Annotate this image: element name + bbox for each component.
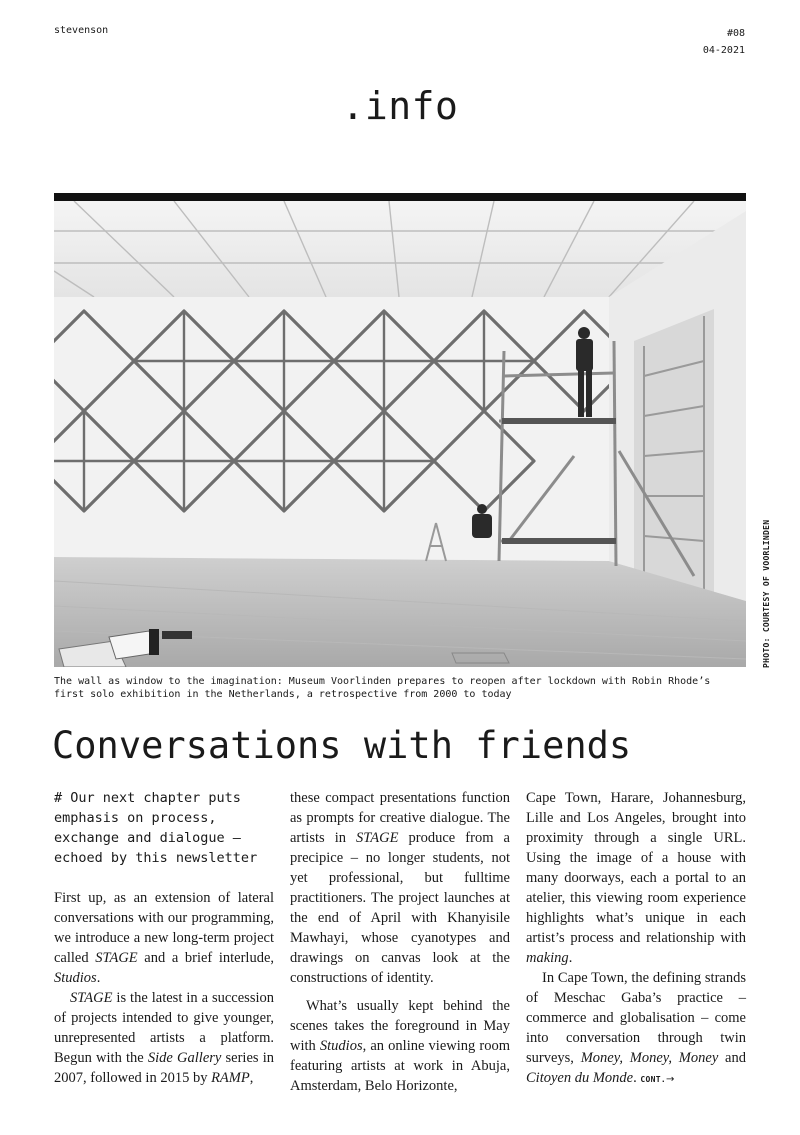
italic-title: Money, Money, Money (580, 1050, 719, 1066)
paragraph-gaba (526, 968, 746, 1090)
continued-marker: CONT. (640, 1075, 666, 1084)
text-run: Cape Town, Harare, Johannesburg, Lille and Los Angeles, brought into proximity through a single URL. Using the image of a house with many doorways, each a portal to an atelier, this viewing room experience highlights what’s unique in each artist’s process and relationship with (526, 790, 746, 946)
paragraph-studios (290, 996, 510, 1096)
text-run: is the latest in a succession of projects intended to give younger, unrepresented artists a platform. Begun with the (54, 990, 274, 1066)
text-run: produce from a precipice – no longer students, not yet professional, but fulltime practitioners. The project launches at the end of April with Khanyisile Mawhayi, whose cyanotypes and drawings on canvas look at the constructions of identity. (290, 830, 510, 986)
continued-arrow-icon: → (665, 1074, 675, 1085)
text-run: and a brief interlude, (137, 950, 275, 966)
text-run: and (718, 1050, 746, 1066)
text-run: , an online viewing room featuring artists at work in Abuja, Amsterdam, Belo Horizonte, (290, 1038, 510, 1094)
paragraph-studios-cont (526, 788, 746, 968)
italic-title: STAGE (95, 950, 138, 966)
text-run: . (633, 1070, 641, 1086)
text-run: What’s usually kept behind the scenes takes the foreground in May with (290, 998, 510, 1054)
article-column-2 (290, 788, 510, 1096)
italic-title: Citoyen du Monde (526, 1070, 634, 1086)
italic-title: STAGE (70, 990, 113, 1006)
italic-title: STAGE (356, 830, 399, 846)
paragraph-stage-start (54, 988, 274, 1088)
text-run: , (249, 1070, 254, 1086)
photo-credit: PHOTO: COURTESY OF VOORLINDEN (762, 519, 771, 668)
paragraph-intro (54, 888, 274, 988)
text-run: . (568, 950, 573, 966)
article-lead: # Our next chapter puts emphasis on process, exchange and dialogue – echoed by this newsletter (54, 790, 258, 866)
photo-caption: The wall as window to the imagination: Museum Voorlinden prepares to reopen after lockdown with Robin Rhode’s first solo exhibition in the Netherlands, a retrospective from 2000 to today (54, 676, 711, 700)
issue-date: 04-2021 (702, 45, 745, 56)
paragraph-stage-cont (290, 788, 510, 988)
brand-name: stevenson (54, 25, 109, 36)
italic-title: Studios (54, 970, 97, 986)
text-run: series in 2007, followed in 2015 by (54, 1050, 274, 1086)
article-column-3 (526, 788, 746, 1090)
photo-top-bar (54, 193, 746, 201)
issue-number: #08 (726, 28, 745, 39)
italic-title: Studios (319, 1038, 363, 1054)
article-column-1 (54, 788, 274, 1088)
article-headline: Conversations with friends (52, 724, 632, 767)
text-run: First up, as an extension of lateral conversations with our programming, we introduce a new long-term project called (54, 890, 274, 966)
text-run: . (96, 970, 101, 986)
italic-title: RAMP (211, 1070, 250, 1086)
text-run: these compact presentations function as prompts for creative dialogue. The artists in (290, 790, 510, 846)
italic-title: making (526, 950, 569, 966)
exhibition-photo (54, 201, 746, 667)
italic-title: Side Gallery (147, 1050, 222, 1066)
text-run: In Cape Town, the defining strands of Meschac Gaba’s practice – commerce and globalisation – come into conversation through twin surveys, (526, 970, 746, 1066)
issue-info (703, 25, 745, 59)
masthead-title: .info (341, 84, 459, 128)
